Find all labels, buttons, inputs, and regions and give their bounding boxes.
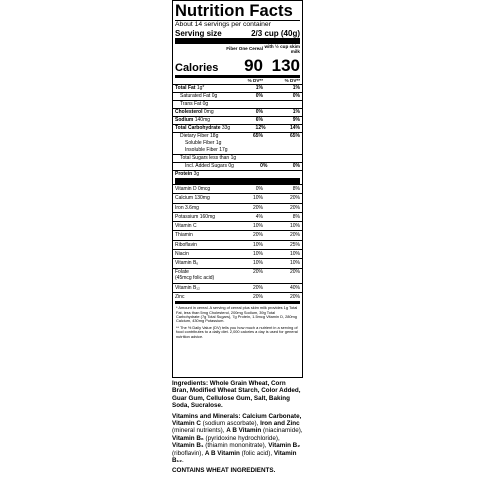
vitamin-row [173,292,302,301]
vitamin-name: Zinc [175,293,185,300]
nutrient-amount: less than 1g [209,155,237,161]
vitamin-row [173,193,302,202]
nutrient-amount: 1g* [196,85,205,91]
vitamin-name: Potassium 160mg [175,213,216,220]
calories-col2: 130 [271,56,300,75]
vitamin-rows [173,184,302,301]
nutrient-dv-col1: 1% [255,85,263,91]
vitamin-row [173,258,302,267]
footnotes [173,304,302,339]
nutrient-row [173,154,302,162]
nutrient-dv-col1 [228,147,265,154]
serving-size-value: 2/3 cup (40g) [251,29,300,38]
nutrient-dv-col2: 1% [292,85,300,91]
vitamin-dv-col2: 20% [289,195,300,202]
vitamin-dv-col2: 10% [289,223,300,230]
nutrient-dv-col2: 14% [289,125,300,131]
nutrient-row [173,170,302,178]
vitamin-row [173,212,302,221]
nutrient-name: Total Sugars less than 1g [180,155,237,161]
vitamin-name: Niacin [175,251,189,258]
vitamin-name: Folate (45mcg folic acid) [175,269,225,283]
nutrient-name: Soluble Fiber 1g [185,140,222,146]
vitamin-amount: (45mcg folic acid) [175,275,215,282]
nutrient-dv-col1: 0% [255,93,263,99]
nutrient-dv-col1: 6% [255,117,263,123]
vitamin-amount: 0mcg [197,186,211,192]
nutrient-row [173,140,302,147]
ingredients-text: Ingredients: Whole Grain Wheat, Corn Bran, Modified Wheat Starch, Color Added, Guar Gum, Cellulose Gum, Salt, Baking Soda, Sucralose. [172,380,301,410]
nutrient-dv-col2 [263,140,300,147]
serving-size-label: Serving size [175,29,222,38]
vitamin-dv-col1: 10% [252,241,263,248]
vitamin-row [173,230,302,239]
col1-header: Fiber One Cereal [226,46,263,51]
nutrient-amount: 0mg [203,109,214,115]
vitamin-name: Vitamin B₆ [175,260,199,267]
vitamin-amount: 130mg [194,195,210,202]
col2-header: with ½ cup skim milk [264,44,300,54]
vitamin-dv-col2: 20% [289,268,300,275]
nutrient-row [173,162,302,170]
dv-header-col1: % DV** [247,78,263,83]
vitamin-name: Riboflavin [175,241,197,248]
nutrient-dv-col2 [264,147,300,154]
nutrient-dv-col2 [263,171,300,178]
vitamin-name: Vitamin B₁₂ [175,284,200,291]
vitamin-name: Thiamin [175,232,193,239]
nutrient-amount: 1g [215,140,222,146]
vitamin-dv-col2: 20% [289,204,300,211]
vitamin-amount: 3.6mg [185,204,199,211]
vitamin-dv-col2: 25% [289,241,300,248]
nutrient-name: Insoluble Fiber 17g [185,147,228,153]
nutrient-dv-col2: 0% [292,93,300,99]
vitamin-name: Calcium 130mg [175,195,210,202]
vitamin-name: Iron 3.6mg [175,204,199,211]
nutrient-name: Protein 3g [175,171,200,177]
nutrient-row [173,124,302,132]
dv-header [173,78,302,84]
calories-col1: 90 [244,56,263,75]
nutrient-name: Cholesterol 0mg [175,109,214,115]
nutrient-row [173,147,302,154]
nutrition-panel [172,0,303,480]
nutrient-amount: 17g [219,147,228,153]
calories-label: Calories [175,62,219,74]
vitamin-dv-col2: 10% [289,251,300,258]
nutrient-amount: 0g [211,93,218,99]
nutrient-dv-col1: 0% [255,109,263,115]
vitamin-row [173,203,302,212]
servings-per-container: About 14 servings per container [175,21,271,28]
vitamin-dv-col1: 20% [252,204,263,211]
nutrient-amount: 33g [221,125,231,131]
vitamin-dv-col2: 40% [289,284,300,291]
vitamin-name: Vitamin C [175,223,197,230]
allergen-statement: CONTAINS WHEAT INGREDIENTS. [172,467,276,475]
vitamin-row [173,240,302,249]
nutrient-dv-col2: 9% [292,117,300,123]
vitamin-dv-col1: 4% [255,213,263,220]
vitamin-dv-col1: 20% [252,284,263,291]
serving-size-row [173,29,302,38]
vitamin-row [173,184,302,193]
footnote-daily-value: ** The % Daily Value (DV) tells you how much a nutrient in a serving of food contributes to a daily diet. 2,000 calories a day is used for general nutrition advice. [176,324,298,339]
dv-header-col2: % DV** [284,78,300,83]
nutrient-dv-col2: 1% [292,109,300,115]
nutrient-name: Sodium 140mg [175,117,211,123]
nutrient-name: Total Carbohydrate 33g [175,125,231,131]
nutrient-dv-col1: 12% [255,125,266,131]
nutrient-dv-col1 [225,171,263,178]
nutrient-amount: 18g [210,133,219,139]
vitamin-dv-col1: 10% [252,195,263,202]
nutrition-facts-label [172,0,303,378]
vitamin-dv-col1: 20% [252,268,263,275]
nutrient-row [173,116,302,124]
column-headers [173,44,302,56]
nutrient-name: Trans Fat 0g [180,101,209,107]
nutrient-amount: 0g [202,101,209,107]
vitamin-name: Vitamin D 0mcg [175,186,211,192]
vitamin-dv-col1: 20% [252,232,263,239]
vitamin-dv-col2: 8% [292,213,300,220]
nutrient-dv-col1: 0% [260,163,268,169]
calories-row [173,56,302,75]
nutrient-dv-col1: 65% [252,133,263,139]
nutrient-dv-col1 [225,101,263,108]
nutrient-amount: 140mg [194,117,211,123]
vitamin-dv-col2: 8% [292,186,300,192]
nutrient-amount: 3g [193,171,200,177]
vitamin-dv-col1: 10% [252,223,263,230]
nutrient-dv-col2: 65% [289,133,300,139]
vitamin-row [173,249,302,258]
nutrient-dv-col1 [225,140,263,147]
nutrient-amount: 0g [228,163,234,169]
nutrient-name: Incl. Added Sugars 0g [185,163,234,169]
vitamin-row [173,283,302,292]
vitamin-dv-col1: 0% [255,186,263,192]
nutrient-dv-col2 [269,155,301,162]
ingredients-block [172,380,303,478]
nutrient-name: Total Fat 1g* [175,85,205,91]
nutrient-row [173,108,302,116]
vitamin-amount: 160mg [199,213,216,220]
nutrient-row [173,100,302,108]
nutrient-name: Dietary Fiber 18g [180,133,219,139]
vitamins-minerals-text: Vitamins and Minerals: Calcium Carbonate, Vitamin C (sodium ascorbate), Iron and Zinc (mineral nutrients), A B Vitamin (niacinamide), Vitamin B₆ (pyridoxine hydrochloride), Vitamin B₁ (thiamin mononitrate), Vitamin B₂ (riboflavin), A B Vitamin (folic acid), Vitamin B₁₂. [172,412,303,465]
vitamin-dv-col2: 20% [289,293,300,300]
vitamin-dv-col1: 10% [252,260,263,267]
vitamin-row [173,268,302,283]
label-title: Nutrition Facts [175,2,293,20]
footnote-amount: * Amount in cereal. A serving of cereal plus skim milk provides 1g Total Fat, less than 5mg Cholesterol, 200mg Sodium, 39g Total Carbohydrate (7g Total Sugars), 7g Protein, 1.5mcg Vitamin D, 280mg Calcium, 430mg Potassium. [176,305,298,324]
vitamin-dv-col2: 10% [289,260,300,267]
nutrient-dv-col2: 0% [292,163,300,169]
nutrient-row [173,92,302,100]
nutrient-dv-col2 [263,101,300,108]
nutrient-name: Saturated Fat 0g [180,93,218,99]
vitamin-row [173,221,302,230]
nutrient-rows [173,84,302,178]
vitamin-dv-col2: 20% [289,232,300,239]
nutrient-row [173,132,302,140]
nutrient-dv-col1 [236,155,268,162]
nutrient-row [173,84,302,92]
vitamin-dv-col1: 10% [252,251,263,258]
vitamin-dv-col1: 20% [252,293,263,300]
